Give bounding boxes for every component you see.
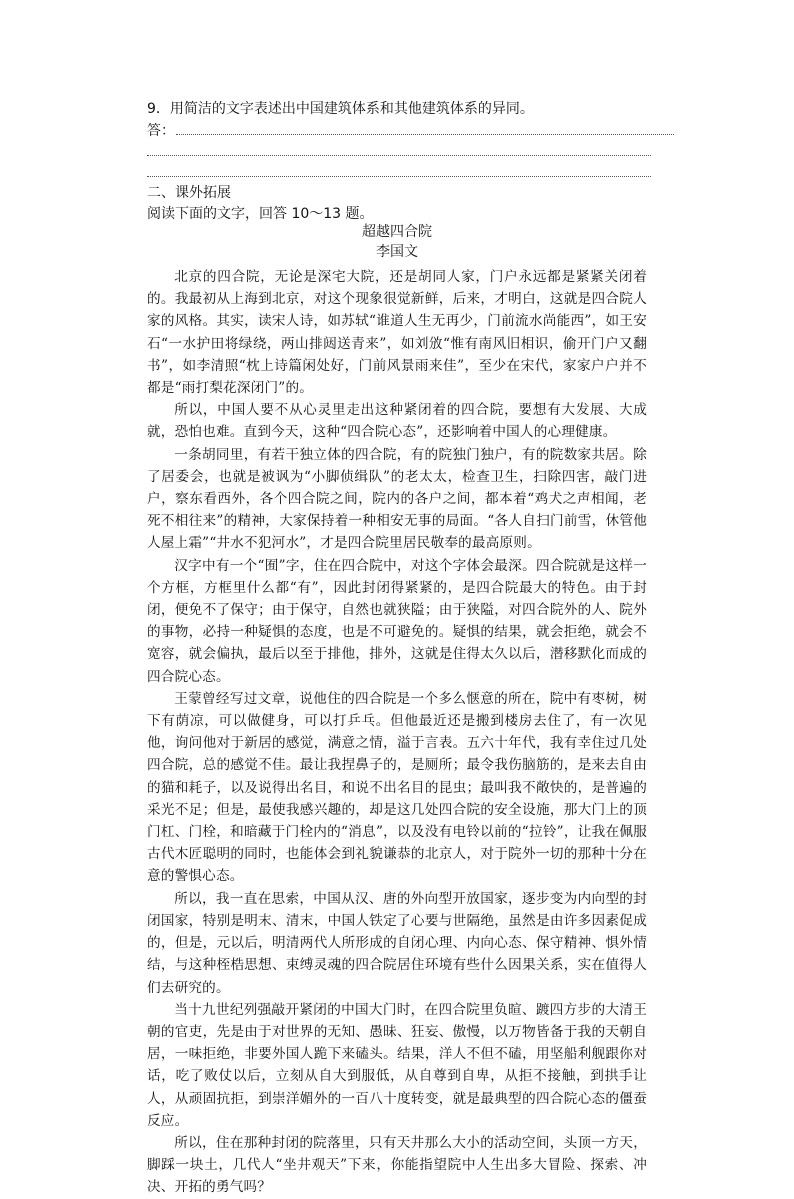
answer-line-3[interactable]	[147, 176, 651, 177]
paragraph: 王蒙曾经写过文章，说他住的四合院是一个多么惬意的所在，院中有枣树，树下有荫凉，可以做健身，可以打乒乓。但他最近还是搬到楼房去住了，有一次见他，询问他对于新居的感觉，满意之情，溢于言表。五六十年代，我有幸住过几处四合院，总的感觉不佳。最让我捏鼻子的，是厕所；最令我伤脑筋的，是来去自由的猫和耗子，以及说得出名目，和说不出名目的昆虫；最叫我不敞快的，是普遍的采光不足；但是，最使我感兴趣的，却是这几处四合院的安全设施，那大门上的顶门杠、门栓，和暗藏于门栓内的“消息”，以及没有电铃以前的“拉铃”，让我在佩服古代木匠聪明的同时，也能体会到礼貌谦恭的北京人，对于院外一切的那种十分在意的警惧心态。	[147, 690, 647, 885]
article-body	[147, 266, 647, 1199]
answer-label: 答：	[147, 123, 175, 139]
article-title: 超越四合院	[362, 224, 432, 240]
paragraph: 一条胡同里，有若干独立体的四合院，有的院独门独户，有的院数家共居。除了居委会，也就是被讽为“小脚侦缉队”的老太太，检查卫生，扫除四害，敲门进户，察东看西外，各个四合院之间，院内的各户之间，都本着“鸡犬之声相闻，老死不相往来”的精神，大家保持着一种相安无事的局面。“各人自扫门前雪，休管他人屋上霜”“井水不犯河水”，才是四合院里居民敬奉的最高原则。	[147, 446, 647, 552]
reading-instruction: 阅读下面的文字，回答 10～13 题。	[147, 206, 374, 222]
paragraph: 北京的四合院，无论是深宅大院，还是胡同人家，门户永远都是紧紧关闭着的。我最初从上海到北京，对这个现象很觉新鲜，后来，才明白，这就是四合院人家的风格。其实，读宋人诗，如苏轼“谁道人生无再少，门前流水尚能西”，如王安石“一水护田将绿绕，两山排闼送青来”，如刘攽“惟有南风旧相识，偷开门户又翻书”，如李清照“枕上诗篇闲处好，门前风景雨来佳”，至少在宋代，家家户户并不都是“雨打梨花深闭门”的。	[147, 269, 647, 397]
paragraph: 所以，住在那种封闭的院落里，只有天井那么大小的活动空间，头顶一方天，脚踩一块土，几代人“坐井观天”下来，你能指望院中人生出多大冒险、探索、冲决、开拓的勇气吗？	[147, 1134, 647, 1196]
answer-line-2[interactable]	[147, 155, 651, 156]
answer-line-1[interactable]	[176, 134, 674, 135]
question-9: 9．用简洁的文字表述出中国建筑体系和其他建筑体系的异同。	[147, 101, 534, 117]
paragraph: 当十九世纪列强敲开紧闭的中国大门时，在四合院里负暄、踱四方步的大清王朝的官吏，先是由于对世界的无知、愚昧、狂妄、傲慢，以万物皆备于我的天朝自居，一味拒绝，非要外国人跪下来磕头。结果，洋人不但不磕，用坚船利舰跟你对话，吃了败仗以后，立刻从自大到服低，从自尊到自卑，从拒不接触，到拱手让人，从顽固抗拒，到崇洋媚外的一百八十度转变，就是最典型的四合院心态的僵蚕反应。	[147, 1001, 647, 1129]
paragraph: 所以，我一直在思索，中国从汉、唐的外向型开放国家，逐步变为内向型的封闭国家，特别是明末、清末，中国人铁定了心要与世隔绝，虽然是由许多因素促成的，但是，元以后，明清两代人所形成的自闭心理、内向心态、保守精神、惧外情结，与这种桎梏思想、束缚灵魂的四合院居住环境有些什么因果关系，实在值得人们去研究的。	[147, 890, 647, 996]
paragraph: 汉字中有一个“囿”字，住在四合院中，对这个字体会最深。四合院就是这样一个方框，方框里什么都“有”，因此封闭得紧紧的，是四合院最大的特色。由于封闭，便免不了保守；由于保守，自然也就狭隘；由于狭隘，对四合院外的人、院外的事物，必持一种疑惧的态度，也是不可避免的。疑惧的结果，就会拒绝，就会不宽容，就会偏执，最后以至于排他，排外，这就是住得太久以后，潜移默化而成的四合院心态。	[147, 557, 647, 685]
article-author: 李国文	[376, 244, 418, 260]
paragraph: 所以，中国人要不从心灵里走出这种紧闭着的四合院，要想有大发展、大成就，恐怕也难。直到今天，这种“四合院心态”，还影响着中国人的心理健康。	[147, 402, 647, 441]
section-title: 二、课外拓展	[147, 185, 231, 201]
